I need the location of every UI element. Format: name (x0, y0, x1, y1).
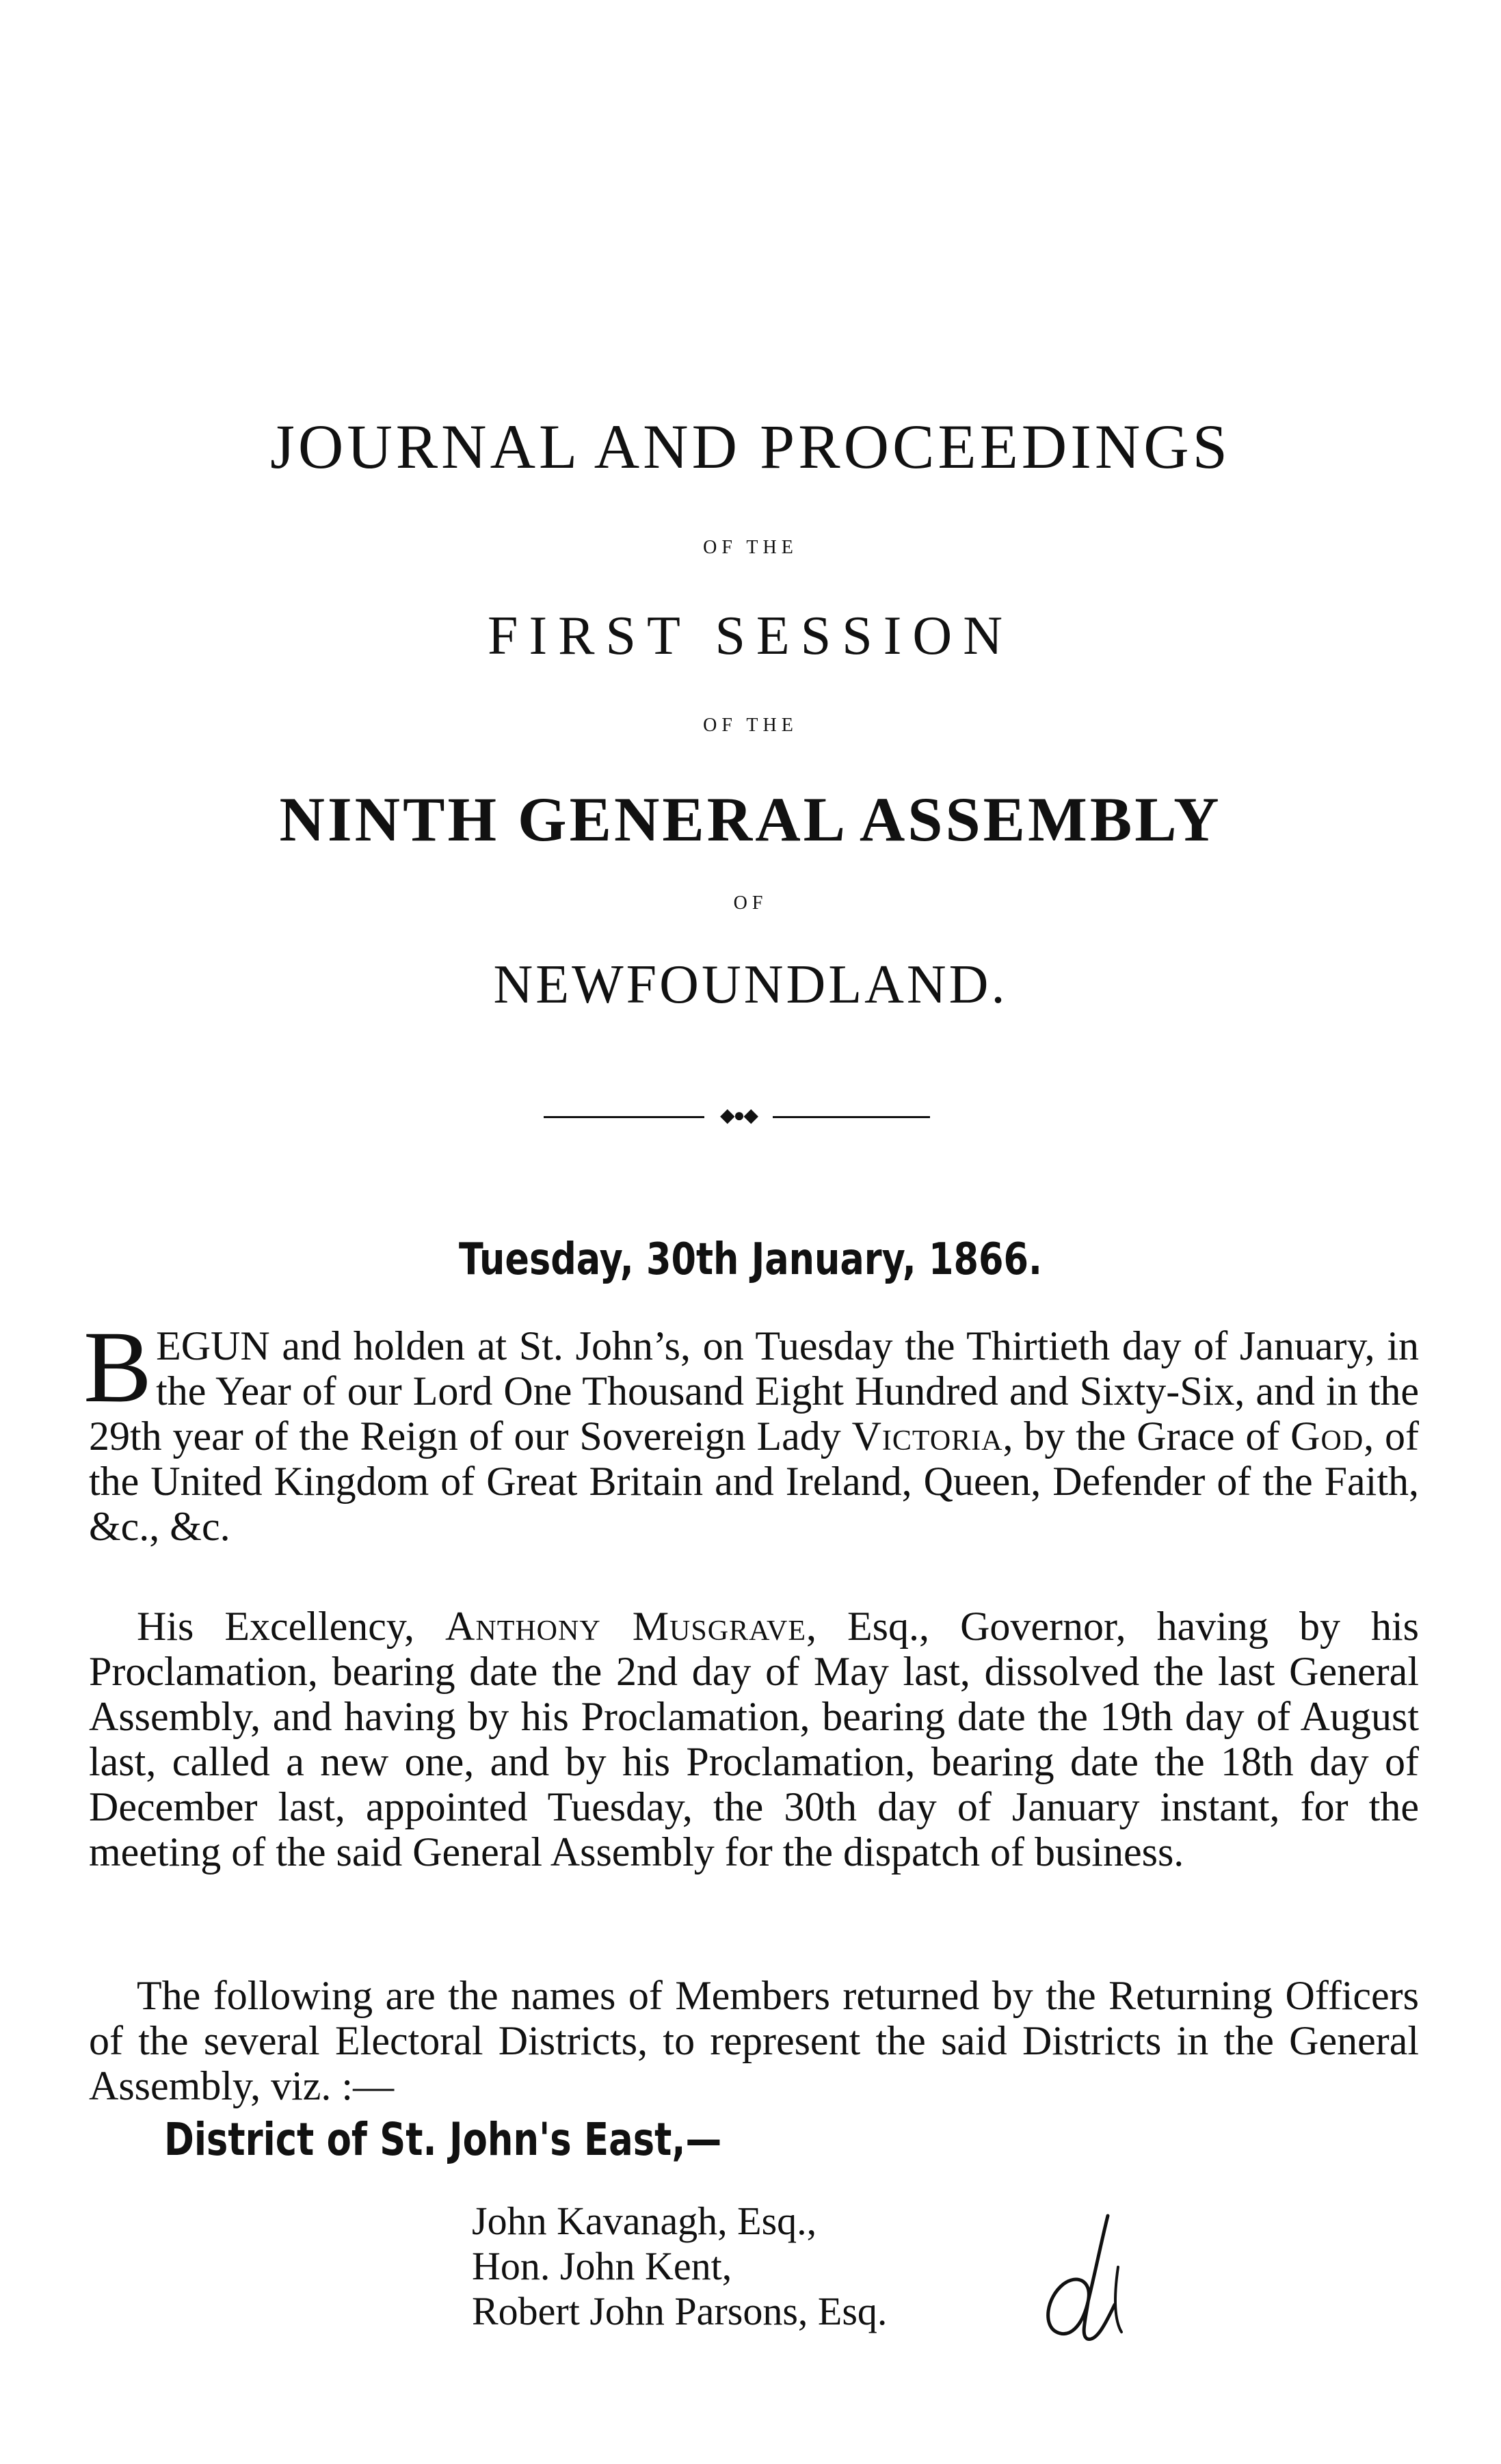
title-line-assembly: NINTH GENERAL ASSEMBLY (279, 784, 1222, 854)
members-intro-paragraph: The following are the names of Members returned by the Returning Officers of the several Electoral Districts, to represent the said Districts in the General Assembly, viz. :— (89, 1973, 1419, 2108)
member-entry: Hon. John Kent, (472, 2244, 732, 2288)
title-line-journal: JOURNAL AND PROCEEDINGS (270, 412, 1231, 481)
title-connector-1: OF THE (703, 537, 798, 558)
district-heading: District of St. John's East,— (164, 2113, 722, 2166)
para1-text-a: EGUN and holden at St. John’s, on Tuesday the Thirtieth day of January, in the Year of our Lord One Thousand Eight Hundred and Sixty-Six, and in the 29th year of the Reign of our Sovereign Lady (89, 1323, 1419, 1459)
member-entry: Robert John Parsons, Esq. (472, 2289, 888, 2333)
opening-paragraph (83, 1310, 1419, 1549)
para2-text-b: , Esq., Governor, having by his Proclamation, bearing date the 2nd day of May last, dissolved the last General Assembly, and having by his Proclamation, bearing date the 19th day of August last, called a new one, and by his Proclamation, bearing date the 18th day of December last, appointed Tuesday, the 30th day of January instant, for the meeting of the said General Assembly for the dispatch of business. (89, 1604, 1419, 1875)
para2-governor-name: Anthony Musgrave (445, 1604, 806, 1649)
handwritten-mark-icon (1005, 2202, 1163, 2359)
para2-text-a: His Excellency, (137, 1604, 446, 1649)
title-line-newfoundland: NEWFOUNDLAND. (493, 955, 1008, 1015)
title-line-session: FIRST SESSION (488, 606, 1013, 666)
date-heading: Tuesday, 30th January, 1866. (459, 1234, 1042, 1285)
member-list (472, 2199, 887, 2334)
para1-text-c: , of the United Kingdom of Great Britain and Ireland, Queen, Defender of the Faith, &c., &c. (89, 1414, 1419, 1549)
member-entry: John Kavanagh, Esq., (472, 2199, 817, 2243)
drop-cap: B (83, 1310, 152, 1424)
para1-victoria: Victoria (851, 1414, 1003, 1459)
para1-god: God (1290, 1414, 1364, 1459)
para1-text-b: , by the Grace of (1002, 1414, 1291, 1459)
proclamation-paragraph (89, 1604, 1419, 1875)
title-connector-3: OF (733, 892, 768, 914)
title-connector-2: OF THE (703, 715, 798, 736)
divider-ornament: ◆●◆ (704, 1106, 773, 1126)
